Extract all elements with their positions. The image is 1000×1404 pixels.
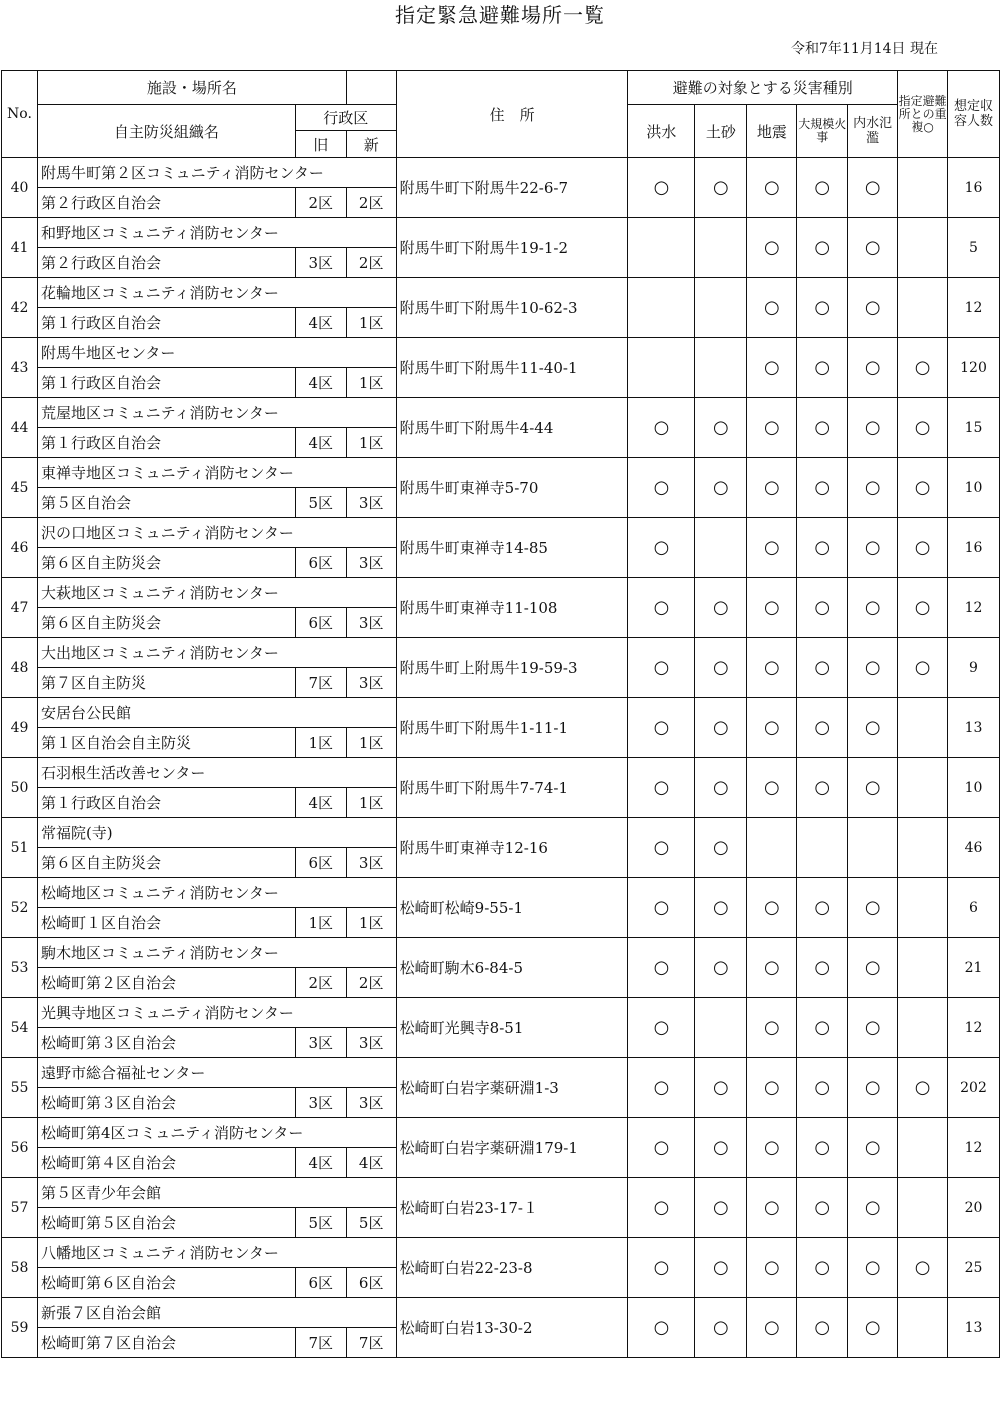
district-old: 4区: [295, 428, 346, 458]
row-number: 45: [2, 458, 38, 518]
earthquake-mark: ○: [747, 1178, 797, 1238]
overlap-mark: [898, 1298, 948, 1358]
fire-mark: ○: [797, 878, 848, 938]
inland-mark: ○: [848, 1238, 898, 1298]
inland-mark: ○: [848, 1178, 898, 1238]
table-row: [2, 398, 1000, 428]
facility-name: 安居台公民館: [37, 698, 396, 728]
address: 松崎町光興寺8-51: [396, 998, 628, 1058]
district-new: 3区: [346, 1028, 396, 1058]
facility-name: 光興寺地区コミュニティ消防センター: [37, 998, 396, 1028]
flood-mark: ○: [628, 1058, 695, 1118]
fire-mark: ○: [797, 758, 848, 818]
earthquake-mark: ○: [747, 1238, 797, 1298]
inland-mark: ○: [848, 1058, 898, 1118]
address: 附馬牛町下附馬牛10-62-3: [396, 278, 628, 338]
address: 松崎町白岩23-17-１: [396, 1178, 628, 1238]
header-no: No.: [2, 71, 38, 158]
earthquake-mark: ○: [747, 518, 797, 578]
table-row: [2, 578, 1000, 608]
earthquake-mark: ○: [747, 698, 797, 758]
org-name: 第６区自主防災会: [37, 848, 295, 878]
overlap-mark: ○: [898, 338, 948, 398]
district-old: 5区: [295, 488, 346, 518]
district-old: 1区: [295, 728, 346, 758]
fire-mark: ○: [797, 1298, 848, 1358]
capacity: 10: [948, 458, 1000, 518]
earthquake-mark: [747, 818, 797, 878]
address: 松崎町駒木6-84-5: [396, 938, 628, 998]
fire-mark: ○: [797, 518, 848, 578]
header-hazard-group: 避難の対象とする災害種別: [628, 71, 898, 105]
table-row: [2, 338, 1000, 368]
flood-mark: ○: [628, 518, 695, 578]
row-number: 58: [2, 1238, 38, 1298]
header-new: 新: [346, 131, 396, 158]
inland-mark: ○: [848, 698, 898, 758]
org-name: 第６区自主防災会: [37, 608, 295, 638]
facility-name: 新張７区自治会館: [37, 1298, 396, 1328]
header-fire: 大規模火事: [797, 105, 848, 158]
facility-name: 第５区青少年会館: [37, 1178, 396, 1208]
table-row: [2, 818, 1000, 848]
org-name: 松崎町第７区自治会: [37, 1328, 295, 1358]
earthquake-mark: ○: [747, 638, 797, 698]
earthquake-mark: ○: [747, 758, 797, 818]
org-name: 第１行政区自治会: [37, 788, 295, 818]
capacity: 15: [948, 398, 1000, 458]
earthquake-mark: ○: [747, 1298, 797, 1358]
overlap-mark: [898, 818, 948, 878]
district-old: 5区: [295, 1208, 346, 1238]
district-new: 7区: [346, 1328, 396, 1358]
overlap-mark: ○: [898, 638, 948, 698]
fire-mark: ○: [797, 158, 848, 218]
org-name: 松崎町第２区自治会: [37, 968, 295, 998]
address: 松崎町白岩字薬研淵1-3: [396, 1058, 628, 1118]
table-row: [2, 1178, 1000, 1208]
row-number: 57: [2, 1178, 38, 1238]
flood-mark: ○: [628, 578, 695, 638]
landslide-mark: [695, 338, 747, 398]
flood-mark: ○: [628, 1238, 695, 1298]
inland-mark: ○: [848, 278, 898, 338]
district-old: 3区: [295, 1088, 346, 1118]
header-inland: 内水氾濫: [848, 105, 898, 158]
org-name: 松崎町第６区自治会: [37, 1268, 295, 1298]
table-row: [2, 158, 1000, 188]
facility-name: 駒木地区コミュニティ消防センター: [37, 938, 396, 968]
address: 附馬牛町下附馬牛22-6-7: [396, 158, 628, 218]
as-of-date: 令和7年11月14日 現在: [791, 41, 938, 57]
row-number: 46: [2, 518, 38, 578]
earthquake-mark: ○: [747, 1118, 797, 1178]
district-old: 2区: [295, 188, 346, 218]
capacity: 120: [948, 338, 1000, 398]
address: 松崎町白岩字薬研淵179-1: [396, 1118, 628, 1178]
district-new: 5区: [346, 1208, 396, 1238]
landslide-mark: ○: [695, 578, 747, 638]
org-name: 松崎町１区自治会: [37, 908, 295, 938]
inland-mark: ○: [848, 1298, 898, 1358]
flood-mark: ○: [628, 758, 695, 818]
landslide-mark: [695, 998, 747, 1058]
address: 松崎町白岩13-30-2: [396, 1298, 628, 1358]
earthquake-mark: ○: [747, 998, 797, 1058]
org-name: 松崎町第３区自治会: [37, 1088, 295, 1118]
district-old: 7区: [295, 668, 346, 698]
address: 松崎町白岩22-23-8: [396, 1238, 628, 1298]
district-new: 1区: [346, 428, 396, 458]
capacity: 13: [948, 698, 1000, 758]
district-new: 1区: [346, 788, 396, 818]
fire-mark: ○: [797, 278, 848, 338]
org-name: 第５区自治会: [37, 488, 295, 518]
address: 附馬牛町東禅寺12-16: [396, 818, 628, 878]
landslide-mark: ○: [695, 698, 747, 758]
flood-mark: ○: [628, 698, 695, 758]
inland-mark: ○: [848, 338, 898, 398]
address: 附馬牛町下附馬牛19-1-2: [396, 218, 628, 278]
org-name: 第２行政区自治会: [37, 188, 295, 218]
flood-mark: ○: [628, 158, 695, 218]
address: 附馬牛町下附馬牛4-44: [396, 398, 628, 458]
landslide-mark: ○: [695, 938, 747, 998]
inland-mark: ○: [848, 638, 898, 698]
capacity: 5: [948, 218, 1000, 278]
row-number: 54: [2, 998, 38, 1058]
inland-mark: ○: [848, 518, 898, 578]
flood-mark: ○: [628, 818, 695, 878]
earthquake-mark: ○: [747, 338, 797, 398]
overlap-mark: [898, 218, 948, 278]
org-name: 第１行政区自治会: [37, 428, 295, 458]
flood-mark: ○: [628, 458, 695, 518]
header-address: 住 所: [396, 71, 628, 158]
landslide-mark: ○: [695, 638, 747, 698]
capacity: 46: [948, 818, 1000, 878]
org-name: 第７区自主防災: [37, 668, 295, 698]
district-new: 2区: [346, 968, 396, 998]
earthquake-mark: ○: [747, 938, 797, 998]
landslide-mark: ○: [695, 1178, 747, 1238]
facility-name: 和野地区コミュニティ消防センター: [37, 218, 396, 248]
landslide-mark: ○: [695, 878, 747, 938]
flood-mark: [628, 338, 695, 398]
capacity: 12: [948, 278, 1000, 338]
inland-mark: [848, 818, 898, 878]
capacity: 13: [948, 1298, 1000, 1358]
facility-name: 石羽根生活改善センター: [37, 758, 396, 788]
org-name: 松崎町第４区自治会: [37, 1148, 295, 1178]
district-old: 6区: [295, 1268, 346, 1298]
fire-mark: ○: [797, 1178, 848, 1238]
earthquake-mark: ○: [747, 218, 797, 278]
facility-name: 東禅寺地区コミュニティ消防センター: [37, 458, 396, 488]
table-row: [2, 938, 1000, 968]
flood-mark: ○: [628, 1118, 695, 1178]
district-new: 6区: [346, 1268, 396, 1298]
row-number: 49: [2, 698, 38, 758]
earthquake-mark: ○: [747, 158, 797, 218]
facility-name: 大出地区コミュニティ消防センター: [37, 638, 396, 668]
district-old: 4区: [295, 1148, 346, 1178]
district-new: 4区: [346, 1148, 396, 1178]
org-name: 第２行政区自治会: [37, 248, 295, 278]
district-old: 2区: [295, 968, 346, 998]
district-new: 3区: [346, 848, 396, 878]
flood-mark: ○: [628, 938, 695, 998]
overlap-mark: [898, 698, 948, 758]
fire-mark: ○: [797, 398, 848, 458]
overlap-mark: ○: [898, 1058, 948, 1118]
row-number: 40: [2, 158, 38, 218]
landslide-mark: ○: [695, 818, 747, 878]
fire-mark: ○: [797, 578, 848, 638]
landslide-mark: ○: [695, 1238, 747, 1298]
flood-mark: ○: [628, 1178, 695, 1238]
landslide-mark: [695, 218, 747, 278]
district-old: 4区: [295, 308, 346, 338]
address: 附馬牛町下附馬牛1-11-1: [396, 698, 628, 758]
capacity: 12: [948, 578, 1000, 638]
row-number: 59: [2, 1298, 38, 1358]
inland-mark: ○: [848, 878, 898, 938]
fire-mark: [797, 818, 848, 878]
header-overlap: 指定避難所との重複○: [898, 71, 948, 158]
capacity: 21: [948, 938, 1000, 998]
header-blank: [346, 71, 396, 105]
district-new: 1区: [346, 728, 396, 758]
landslide-mark: ○: [695, 458, 747, 518]
landslide-mark: ○: [695, 758, 747, 818]
district-old: 3区: [295, 1028, 346, 1058]
facility-name: 八幡地区コミュニティ消防センター: [37, 1238, 396, 1268]
header-org: 自主防災組織名: [37, 105, 295, 158]
header-facility: 施設・場所名: [37, 71, 346, 105]
address: 附馬牛町下附馬牛11-40-1: [396, 338, 628, 398]
inland-mark: ○: [848, 158, 898, 218]
fire-mark: ○: [797, 938, 848, 998]
earthquake-mark: ○: [747, 398, 797, 458]
fire-mark: ○: [797, 338, 848, 398]
fire-mark: ○: [797, 218, 848, 278]
header-earthquake: 地震: [747, 105, 797, 158]
facility-name: 松崎地区コミュニティ消防センター: [37, 878, 396, 908]
capacity: 12: [948, 1118, 1000, 1178]
inland-mark: ○: [848, 998, 898, 1058]
inland-mark: ○: [848, 398, 898, 458]
district-old: 6区: [295, 848, 346, 878]
org-name: 第１行政区自治会: [37, 368, 295, 398]
org-name: 松崎町第３区自治会: [37, 1028, 295, 1058]
table-row: [2, 458, 1000, 488]
overlap-mark: [898, 1118, 948, 1178]
row-number: 53: [2, 938, 38, 998]
table-row: [2, 1238, 1000, 1268]
district-old: 7区: [295, 1328, 346, 1358]
org-name: 第１行政区自治会: [37, 308, 295, 338]
flood-mark: [628, 218, 695, 278]
landslide-mark: ○: [695, 1298, 747, 1358]
table-row: [2, 218, 1000, 248]
flood-mark: ○: [628, 1298, 695, 1358]
district-old: 4区: [295, 368, 346, 398]
address: 附馬牛町東禅寺11-108: [396, 578, 628, 638]
flood-mark: [628, 278, 695, 338]
facility-name: 附馬牛地区センター: [37, 338, 396, 368]
fire-mark: ○: [797, 1238, 848, 1298]
fire-mark: ○: [797, 698, 848, 758]
district-new: 3区: [346, 548, 396, 578]
flood-mark: ○: [628, 398, 695, 458]
landslide-mark: ○: [695, 158, 747, 218]
flood-mark: ○: [628, 998, 695, 1058]
capacity: 9: [948, 638, 1000, 698]
capacity: 25: [948, 1238, 1000, 1298]
address: 附馬牛町東禅寺5-70: [396, 458, 628, 518]
earthquake-mark: ○: [747, 878, 797, 938]
district-old: 6区: [295, 548, 346, 578]
capacity: 16: [948, 518, 1000, 578]
address: 附馬牛町東禅寺14-85: [396, 518, 628, 578]
district-new: 3区: [346, 488, 396, 518]
page-title: 指定緊急避難場所一覧: [395, 3, 605, 27]
earthquake-mark: ○: [747, 278, 797, 338]
overlap-mark: [898, 878, 948, 938]
fire-mark: ○: [797, 998, 848, 1058]
capacity: 12: [948, 998, 1000, 1058]
inland-mark: ○: [848, 218, 898, 278]
district-old: 1区: [295, 908, 346, 938]
table-row: [2, 518, 1000, 548]
address: 附馬牛町下附馬牛7-74-1: [396, 758, 628, 818]
table-row: [2, 998, 1000, 1028]
overlap-mark: [898, 278, 948, 338]
landslide-mark: [695, 278, 747, 338]
landslide-mark: ○: [695, 1118, 747, 1178]
header-flood: 洪水: [628, 105, 695, 158]
overlap-mark: ○: [898, 1238, 948, 1298]
table-row: [2, 1298, 1000, 1328]
overlap-mark: ○: [898, 398, 948, 458]
facility-name: 荒屋地区コミュニティ消防センター: [37, 398, 396, 428]
overlap-mark: [898, 938, 948, 998]
table-row: [2, 638, 1000, 668]
landslide-mark: ○: [695, 398, 747, 458]
capacity: 10: [948, 758, 1000, 818]
capacity: 16: [948, 158, 1000, 218]
flood-mark: ○: [628, 878, 695, 938]
district-new: 2区: [346, 248, 396, 278]
fire-mark: ○: [797, 1118, 848, 1178]
earthquake-mark: ○: [747, 578, 797, 638]
district-old: 6区: [295, 608, 346, 638]
facility-name: 常福院(寺): [37, 818, 396, 848]
facility-name: 沢の口地区コミュニティ消防センター: [37, 518, 396, 548]
overlap-mark: [898, 998, 948, 1058]
org-name: 第６区自主防災会: [37, 548, 295, 578]
capacity: 6: [948, 878, 1000, 938]
overlap-mark: ○: [898, 578, 948, 638]
fire-mark: ○: [797, 1058, 848, 1118]
district-new: 1区: [346, 308, 396, 338]
capacity: 20: [948, 1178, 1000, 1238]
table-row: [2, 758, 1000, 788]
landslide-mark: [695, 518, 747, 578]
earthquake-mark: ○: [747, 1058, 797, 1118]
inland-mark: ○: [848, 938, 898, 998]
facility-name: 大萩地区コミュニティ消防センター: [37, 578, 396, 608]
overlap-mark: ○: [898, 518, 948, 578]
district-new: 3区: [346, 668, 396, 698]
overlap-mark: [898, 1178, 948, 1238]
address: 附馬牛町上附馬牛19-59-3: [396, 638, 628, 698]
overlap-mark: [898, 158, 948, 218]
table-row: [2, 878, 1000, 908]
header-old: 旧: [295, 131, 346, 158]
inland-mark: ○: [848, 578, 898, 638]
district-old: 4区: [295, 788, 346, 818]
overlap-mark: [898, 758, 948, 818]
org-name: 第１区自治会自主防災: [37, 728, 295, 758]
flood-mark: ○: [628, 638, 695, 698]
row-number: 52: [2, 878, 38, 938]
facility-name: 花輪地区コミュニティ消防センター: [37, 278, 396, 308]
table-row: [2, 698, 1000, 728]
facility-name: 附馬牛町第２区コミュニティ消防センター: [37, 158, 396, 188]
row-number: 51: [2, 818, 38, 878]
fire-mark: ○: [797, 458, 848, 518]
facility-name: 松崎町第4区コミュニティ消防センター: [37, 1118, 396, 1148]
row-number: 43: [2, 338, 38, 398]
district-new: 1区: [346, 908, 396, 938]
row-number: 44: [2, 398, 38, 458]
row-number: 50: [2, 758, 38, 818]
table-row: [2, 278, 1000, 308]
overlap-mark: ○: [898, 458, 948, 518]
district-old: 3区: [295, 248, 346, 278]
district-new: 1区: [346, 368, 396, 398]
row-number: 42: [2, 278, 38, 338]
row-number: 56: [2, 1118, 38, 1178]
org-name: 松崎町第５区自治会: [37, 1208, 295, 1238]
row-number: 41: [2, 218, 38, 278]
shelter-table: [1, 70, 1000, 1358]
address: 松崎町松崎9-55-1: [396, 878, 628, 938]
inland-mark: ○: [848, 758, 898, 818]
header-capacity: 想定収容人数: [948, 71, 1000, 158]
table-row: [2, 1058, 1000, 1088]
facility-name: 遠野市総合福祉センター: [37, 1058, 396, 1088]
capacity: 202: [948, 1058, 1000, 1118]
district-new: 2区: [346, 188, 396, 218]
header-district: 行政区: [295, 105, 396, 131]
table-row: [2, 1118, 1000, 1148]
district-new: 3区: [346, 608, 396, 638]
row-number: 55: [2, 1058, 38, 1118]
inland-mark: ○: [848, 458, 898, 518]
inland-mark: ○: [848, 1118, 898, 1178]
header-landslide: 土砂: [695, 105, 747, 158]
row-number: 47: [2, 578, 38, 638]
fire-mark: ○: [797, 638, 848, 698]
earthquake-mark: ○: [747, 458, 797, 518]
landslide-mark: ○: [695, 1058, 747, 1118]
row-number: 48: [2, 638, 38, 698]
district-new: 3区: [346, 1088, 396, 1118]
